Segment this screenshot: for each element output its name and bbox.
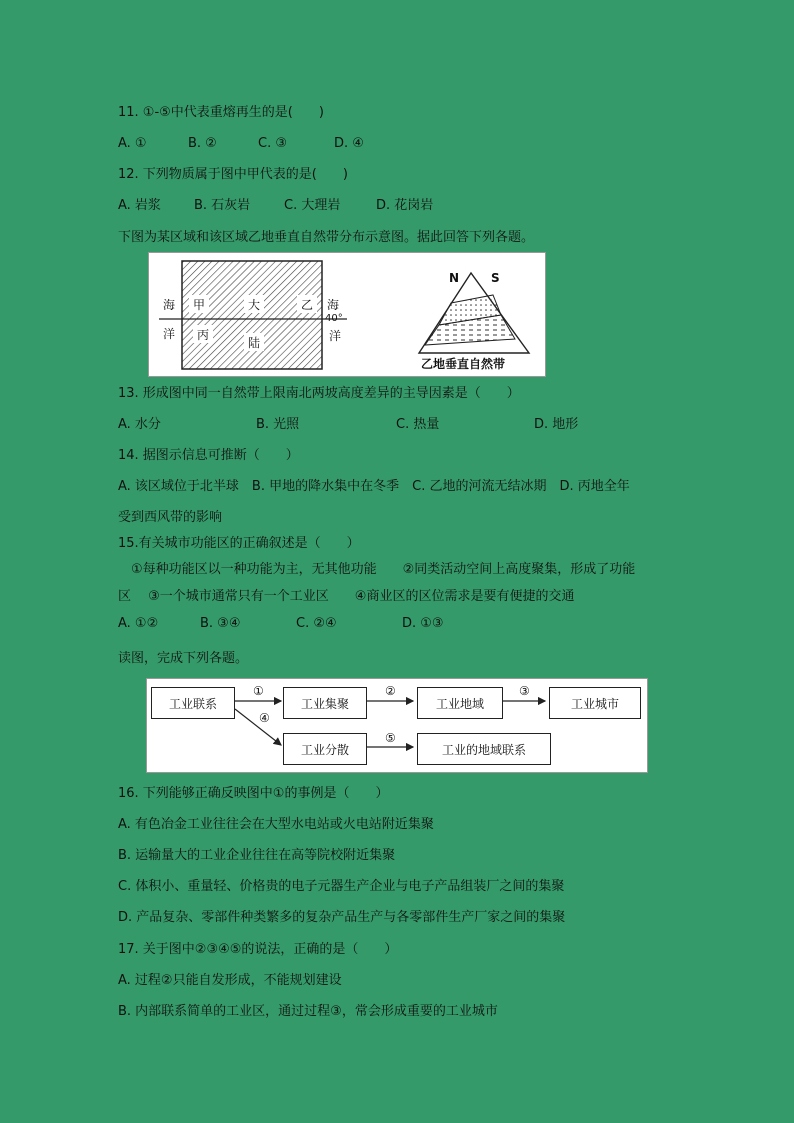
caption-vertical-belt: 乙地垂直自然带 [421,357,506,371]
box-industrial-city: 工业城市 [549,687,641,719]
q16-option-b: B. 运输量大的工业企业往往在高等院校附近集聚 [118,848,396,863]
q12-option-a: A. 岩浆 [118,198,161,213]
q13-option-a: A. 水分 [118,417,161,432]
q15-option-a: A. ①② [118,616,159,631]
label-yi: 乙 [301,298,314,312]
label-da: 大 [248,298,261,312]
flow-label-2: ② [385,684,396,698]
q14-stem: 14. 据图示信息可推断（ ） [118,448,299,463]
q13-stem: 13. 形成图中同一自然带上限南北两坡高度差异的主导因素是（ ） [118,386,520,401]
figure-region-map [148,252,546,377]
flow-label-5: ⑤ [385,731,396,745]
q15-option-b: B. ③④ [200,616,241,631]
label-jia: 甲 [193,298,206,312]
q17-option-a: A. 过程②只能自发形成，不能规划建设 [118,973,342,988]
q12-option-c: C. 大理岩 [284,198,341,213]
label-latitude: 40° [325,313,343,324]
q15-option-c: C. ②④ [296,616,337,631]
q15-option-d: D. ①③ [402,616,444,631]
q13-options [118,416,578,434]
q11-option-c: C. ③ [258,136,287,151]
continent-block [182,261,322,369]
q13-option-d: D. 地形 [534,417,579,432]
box-industrial-region: 工业地域 [417,687,503,719]
label-sea-right: 海 [327,298,340,312]
q11-options [118,135,364,153]
q15-options [118,615,444,633]
q15-line-2: 区 ③一个城市通常只有一个工业区 ④商业区的区位需求是要有便捷的交通 [118,589,575,604]
q16-option-a: A. 有色冶金工业往往会在大型水电站或火电站附近集聚 [118,817,434,832]
q13-option-b: B. 光照 [256,417,300,432]
q12-options [118,197,433,215]
label-bing: 丙 [197,328,210,342]
flow-label-3: ③ [519,684,530,698]
figure-industry-flow [146,678,648,773]
q14-line-1: A. 该区域位于北半球 B. 甲地的降水集中在冬季 C. 乙地的河流无结冰期 D. 丙地全年 [118,479,630,494]
q16-option-d: D. 产品复杂、零部件种类繁多的复杂产品生产与各零部件生产厂家之间的集聚 [118,910,566,925]
q12-option-b: B. 石灰岩 [194,198,251,213]
label-sea-left: 海 [163,298,176,312]
q12-option-d: D. 花岗岩 [376,198,434,213]
q15-line-1: ①每种功能区以一种功能为主，无其他功能 ②同类活动空间上高度聚集，形成了功能 [118,562,636,577]
arrow-4 [235,709,281,745]
box-industrial-linkage: 工业联系 [151,687,235,719]
intro-2: 读图，完成下列各题。 [118,651,249,666]
flow-label-1: ① [253,684,264,698]
label-ocean-right: 洋 [329,329,342,343]
label-north: N [449,271,460,285]
q11-stem: 11. ①-⑤中代表重熔再生的是( ) [118,105,324,120]
q11-option-d: D. ④ [334,136,364,151]
label-lu: 陆 [248,336,261,350]
q13-option-c: C. 热量 [396,417,440,432]
q17-option-b: B. 内部联系简单的工业区，通过过程③，常会形成重要的工业城市 [118,1004,498,1019]
q11-option-a: A. ① [118,136,147,151]
q14-line-2: 受到西风带的影响 [118,510,223,525]
label-ocean-left: 洋 [163,327,176,341]
box-industrial-dispersion: 工业分散 [283,733,367,765]
q15-stem: 15.有关城市功能区的正确叙述是（ ） [118,536,360,551]
intro-1: 下图为某区域和该区域乙地垂直自然带分布示意图。据此回答下列各题。 [118,230,535,245]
box-industrial-agglomeration: 工业集聚 [283,687,367,719]
label-south: S [491,271,500,285]
q16-stem: 16. 下列能够正确反映图中①的事例是（ ） [118,786,389,801]
q11-option-b: B. ② [188,136,217,151]
q16-option-c: C. 体积小、重量轻、价格贵的电子元器生产企业与电子产品组装厂之间的集聚 [118,879,565,894]
q12-stem: 12. 下列物质属于图中甲代表的是( ) [118,167,348,182]
q17-stem: 17. 关于图中②③④⑤的说法，正确的是（ ） [118,942,398,957]
box-regional-linkage: 工业的地域联系 [417,733,551,765]
flow-label-4: ④ [259,711,270,725]
